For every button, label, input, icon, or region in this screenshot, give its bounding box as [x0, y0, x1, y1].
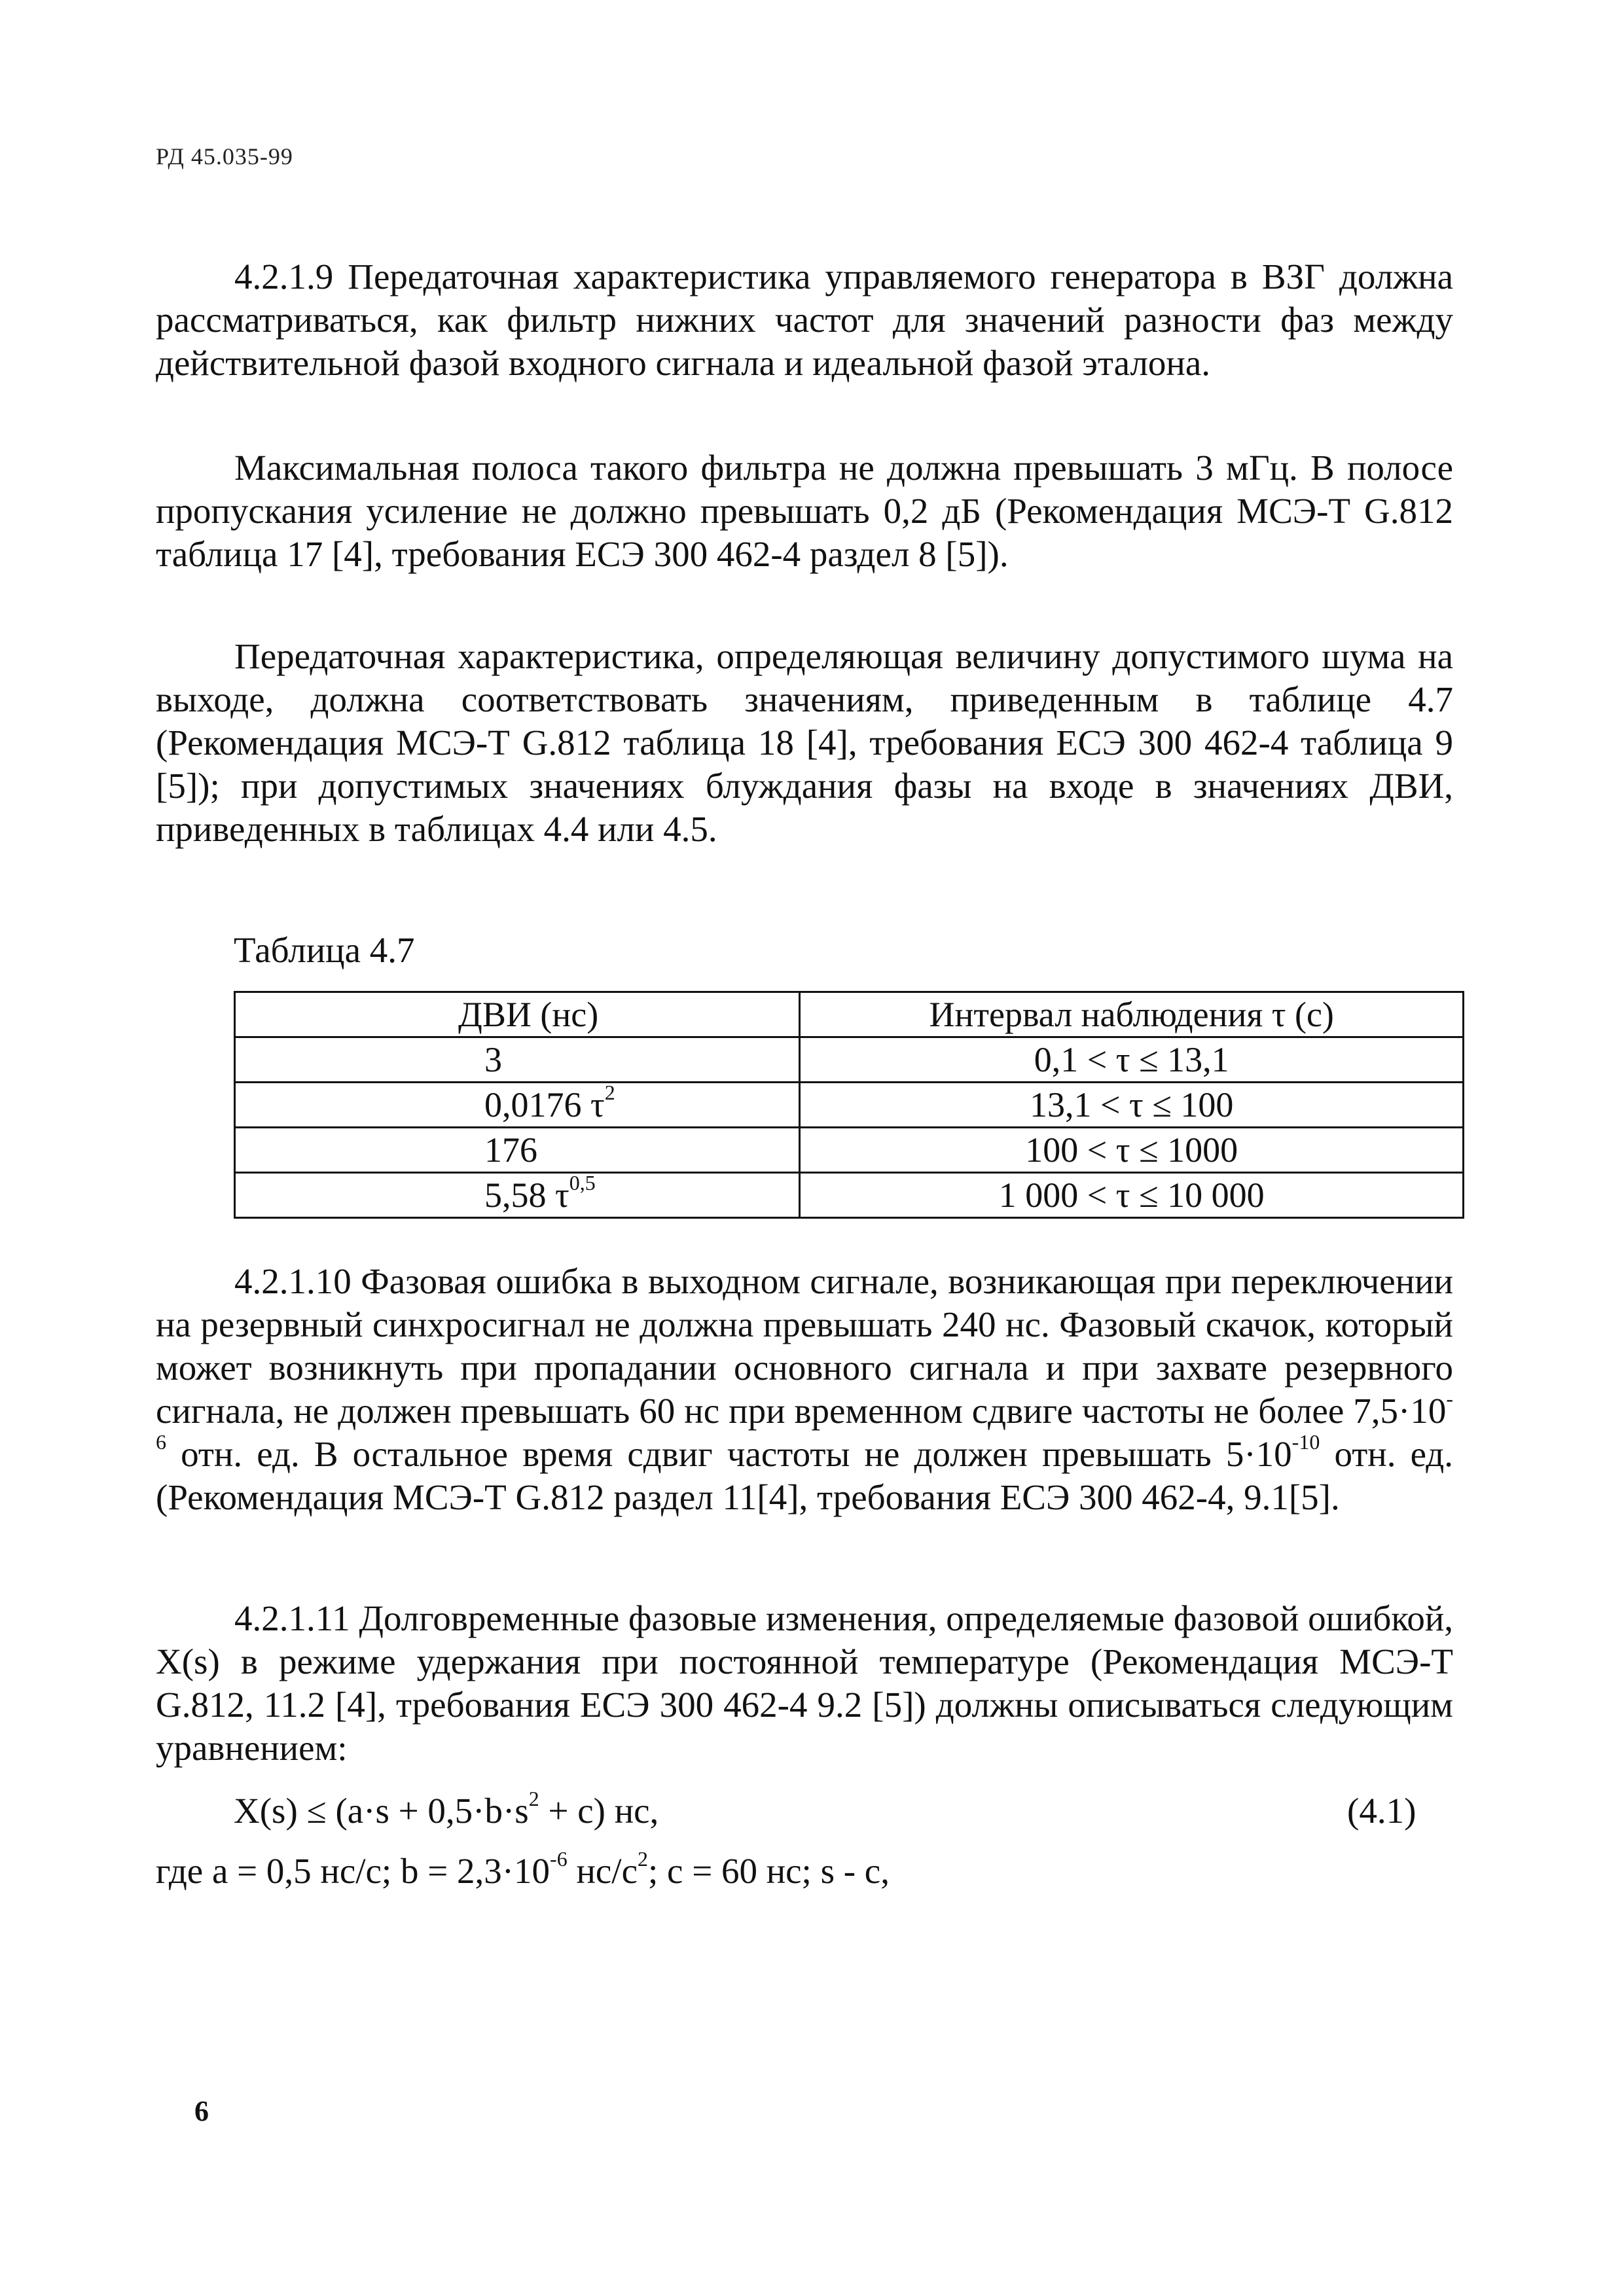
exponent: 2: [528, 1787, 539, 1810]
exponent: 2: [604, 1081, 615, 1104]
exponent: 0,5: [569, 1171, 596, 1194]
table-cell-dvi: 3: [235, 1037, 800, 1083]
table-row: [235, 1128, 1464, 1173]
exponent: -10: [1291, 1430, 1320, 1454]
table-cell-dvi: 5,58 $\tau^{0,5}$: [235, 1173, 800, 1218]
table-cell-interval: 13,1 < τ ≤ 100: [800, 1083, 1464, 1128]
table-cell-interval: 100 < τ ≤ 1000: [800, 1128, 1464, 1173]
paragraph-42110-phase-error: 4.2.1.10 Фазовая ошибка в выходном сигнале, возникающая при переключении на резервный синхросигнал не должна превышать 240 нс. Фазовый скачок, который может возникнуть при пропадании основного сигнала и при захвате резервного сигнала, не должен превышать 60 нс при временном сдвиге частоты не более $7,5\cdot 10^{-6}$ отн. ед. В остальное время сдвиг частоты не должен превышать $5\cdot 10^{-10}$ отн. ед. (Рекомендация МСЭ-Т G.812 раздел 11[4], требования ЕСЭ 300 462-4, 9.1[5].: [156, 1261, 1454, 1517]
paragraph-4219-filter: Максимальная полоса такого фильтра не должна превышать 3 мГц. В полосе пропускания усиление не должно превышать 0,2 дБ (Рекомендация МСЭ-Т G.812 таблица 17 [4], требования ЕСЭ 300 462-4 раздел 8 [5]).: [156, 448, 1453, 574]
table-header-interval: Интервал наблюдения τ (с): [800, 992, 1464, 1037]
table-row: [235, 1083, 1464, 1128]
table-row: [235, 1173, 1464, 1218]
formula-4-1: $X(s) \le (a\cdot s + 0,5\cdot b\cdot s^2 + c)$ нс,: [234, 1787, 659, 1831]
table-cell-dvi: 176: [235, 1128, 800, 1173]
table-4-7: [234, 991, 1464, 1219]
exponent: -6: [156, 1387, 1453, 1454]
table-cell-dvi: 0,0176 $\tau^2$: [235, 1083, 800, 1128]
table-cell-interval: 1 000 < τ ≤ 10 000: [800, 1173, 1464, 1218]
paragraph-4219-intro: 4.2.1.9 Передаточная характеристика управляемого генератора в ВЗГ должна рассматриваться, как фильтр нижних частот для значений разности фаз между действительной фазой входного сигнала и идеальной фазой эталона.: [156, 257, 1453, 383]
formula-number: (4.1): [1347, 1791, 1416, 1831]
document-code: РД 45.035-99: [156, 143, 293, 170]
table-caption: Таблица 4.7: [234, 930, 415, 970]
exponent: -6: [550, 1847, 568, 1871]
table-header-row: [235, 992, 1464, 1037]
exponent: 2: [638, 1847, 648, 1871]
table-cell-interval: 0,1 < τ ≤ 13,1: [800, 1037, 1464, 1083]
paragraph-42111-long-term: 4.2.1.11 Долговременные фазовые изменения, определяемые фазовой ошибкой, X(s) в режиме удержания при постоянной температуре (Рекомендация МСЭ-Т G.812, 11.2 [4], требования ЕСЭ 300 462-4 9.2 [5]) должны описываться следующим уравнением:: [156, 1598, 1453, 1768]
paragraph-4219-noise: Передаточная характеристика, определяющая величину допустимого шума на выходе, должна соответствовать значениям, приведенным в таблице 4.7 (Рекомендация МСЭ-Т G.812 таблица 18 [4], требования ЕСЭ 300 462-4 таблица 9 [5]); при допустимых значениях блуждания фазы на входе в значениях ДВИ, приведенных в таблицах 4.4 или 4.5.: [156, 636, 1453, 849]
table-row: [235, 1037, 1464, 1083]
page-number: 6: [194, 2095, 209, 2127]
formula-legend: где a = 0,5 нс/с; $b = 2,3\cdot 10^{-6}$ $нс/с^2$; c = 60 нс; s - с,: [156, 1847, 890, 1891]
table-header-dvi: ДВИ (нс): [235, 992, 800, 1037]
